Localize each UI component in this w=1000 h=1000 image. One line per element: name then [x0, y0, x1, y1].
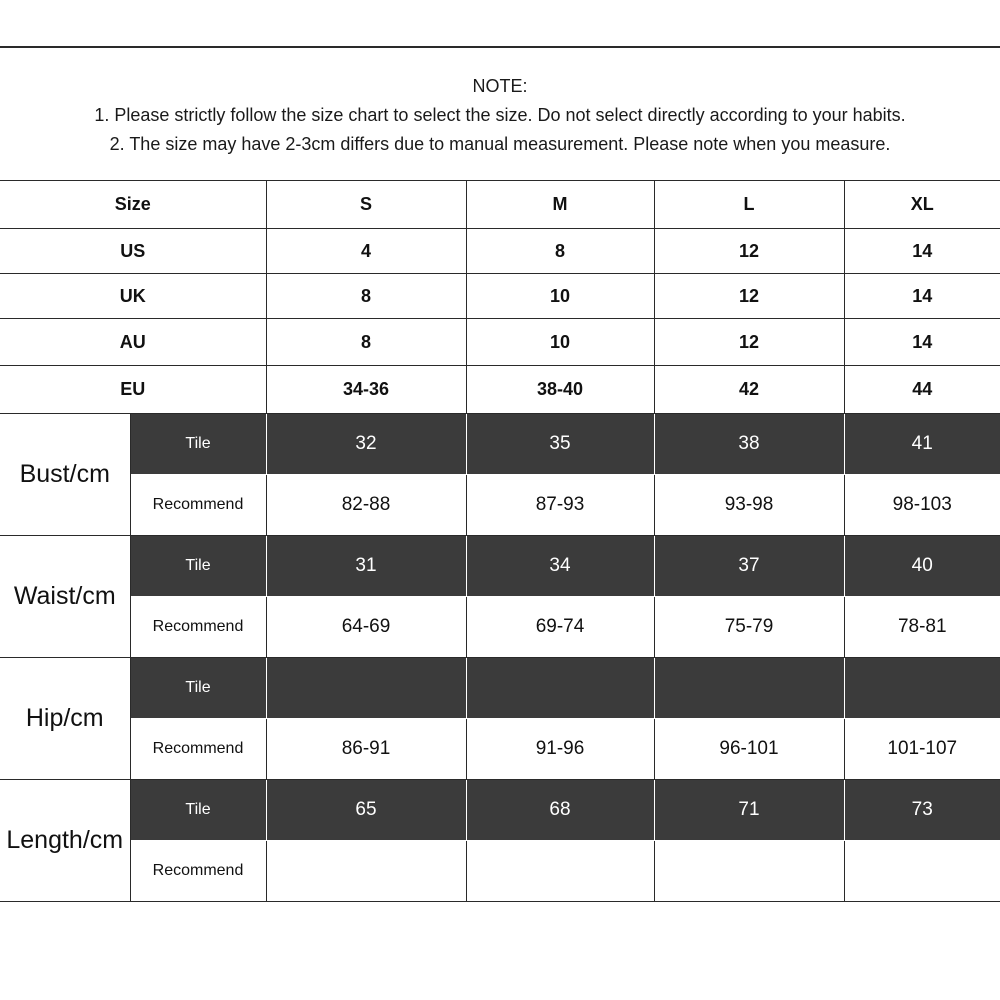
- waist-recommend-label: Recommend: [130, 597, 266, 658]
- au-xl-value: 14: [844, 319, 1000, 366]
- hip-tile-label: Tile: [130, 658, 266, 719]
- size-header-row: [0, 181, 1000, 229]
- size-l-header: L: [654, 181, 844, 229]
- note-title: NOTE:: [472, 76, 528, 96]
- uk-l-value: 12: [654, 274, 844, 319]
- uk-xl-value: 14: [844, 274, 1000, 319]
- au-m-value: 10: [466, 319, 654, 366]
- bust-tile-s: 32: [266, 414, 466, 475]
- hip-recommend-l: 96-101: [654, 719, 844, 780]
- waist-recommend-m: 69-74: [466, 597, 654, 658]
- length-tile-s: 65: [266, 780, 466, 841]
- au-size-row: [0, 319, 1000, 366]
- bust-tile-xl: 41: [844, 414, 1000, 475]
- length-tile-label: Tile: [130, 780, 266, 841]
- hip-recommend-label: Recommend: [130, 719, 266, 780]
- bust-tile-label: Tile: [130, 414, 266, 475]
- size-s-header: S: [266, 181, 466, 229]
- us-size-row: [0, 229, 1000, 274]
- length-recommend-l: [654, 841, 844, 902]
- au-l-value: 12: [654, 319, 844, 366]
- size-header-label: Size: [0, 181, 266, 229]
- waist-label: Waist/cm: [0, 536, 130, 658]
- note-line-2: 2. The size may have 2-3cm differs due to manual measurement. Please note when you measure.: [109, 134, 891, 154]
- bust-recommend-s: 82-88: [266, 475, 466, 536]
- waist-tile-s: 31: [266, 536, 466, 597]
- length-tile-l: 71: [654, 780, 844, 841]
- hip-tile-row: [0, 658, 1000, 719]
- uk-s-value: 8: [266, 274, 466, 319]
- length-recommend-xl: [844, 841, 1000, 902]
- bust-label: Bust/cm: [0, 414, 130, 536]
- us-l-value: 12: [654, 229, 844, 274]
- bust-recommend-l: 93-98: [654, 475, 844, 536]
- waist-tile-row: [0, 536, 1000, 597]
- uk-size-row: [0, 274, 1000, 319]
- length-label: Length/cm: [0, 780, 130, 902]
- eu-m-value: 38-40: [466, 366, 654, 414]
- waist-recommend-s: 64-69: [266, 597, 466, 658]
- length-recommend-s: [266, 841, 466, 902]
- length-recommend-row: [0, 841, 1000, 902]
- bust-tile-m: 35: [466, 414, 654, 475]
- waist-tile-label: Tile: [130, 536, 266, 597]
- size-xl-header: XL: [844, 181, 1000, 229]
- length-tile-xl: 73: [844, 780, 1000, 841]
- hip-recommend-row: [0, 719, 1000, 780]
- us-m-value: 8: [466, 229, 654, 274]
- bust-recommend-label: Recommend: [130, 475, 266, 536]
- eu-s-value: 34-36: [266, 366, 466, 414]
- hip-recommend-s: 86-91: [266, 719, 466, 780]
- size-m-header: M: [466, 181, 654, 229]
- us-xl-value: 14: [844, 229, 1000, 274]
- hip-recommend-xl: 101-107: [844, 719, 1000, 780]
- bust-recommend-m: 87-93: [466, 475, 654, 536]
- eu-size-row: [0, 366, 1000, 414]
- eu-xl-value: 44: [844, 366, 1000, 414]
- size-note: [0, 72, 1000, 159]
- waist-recommend-row: [0, 597, 1000, 658]
- hip-tile-xl: [844, 658, 1000, 719]
- us-s-value: 4: [266, 229, 466, 274]
- length-tile-row: [0, 780, 1000, 841]
- waist-tile-xl: 40: [844, 536, 1000, 597]
- length-recommend-m: [466, 841, 654, 902]
- hip-recommend-m: 91-96: [466, 719, 654, 780]
- bust-recommend-xl: 98-103: [844, 475, 1000, 536]
- length-recommend-label: Recommend: [130, 841, 266, 902]
- hip-tile-m: [466, 658, 654, 719]
- bust-recommend-row: [0, 475, 1000, 536]
- top-rule: [0, 46, 1000, 48]
- uk-label: UK: [0, 274, 266, 319]
- length-tile-m: 68: [466, 780, 654, 841]
- hip-label: Hip/cm: [0, 658, 130, 780]
- eu-l-value: 42: [654, 366, 844, 414]
- waist-recommend-l: 75-79: [654, 597, 844, 658]
- bust-tile-l: 38: [654, 414, 844, 475]
- hip-tile-l: [654, 658, 844, 719]
- us-label: US: [0, 229, 266, 274]
- au-label: AU: [0, 319, 266, 366]
- waist-tile-l: 37: [654, 536, 844, 597]
- waist-recommend-xl: 78-81: [844, 597, 1000, 658]
- uk-m-value: 10: [466, 274, 654, 319]
- hip-tile-s: [266, 658, 466, 719]
- bust-tile-row: [0, 414, 1000, 475]
- au-s-value: 8: [266, 319, 466, 366]
- eu-label: EU: [0, 366, 266, 414]
- waist-tile-m: 34: [466, 536, 654, 597]
- size-chart-table: [0, 180, 1000, 902]
- note-line-1: 1. Please strictly follow the size chart to select the size. Do not select directly according to your habits.: [94, 105, 906, 125]
